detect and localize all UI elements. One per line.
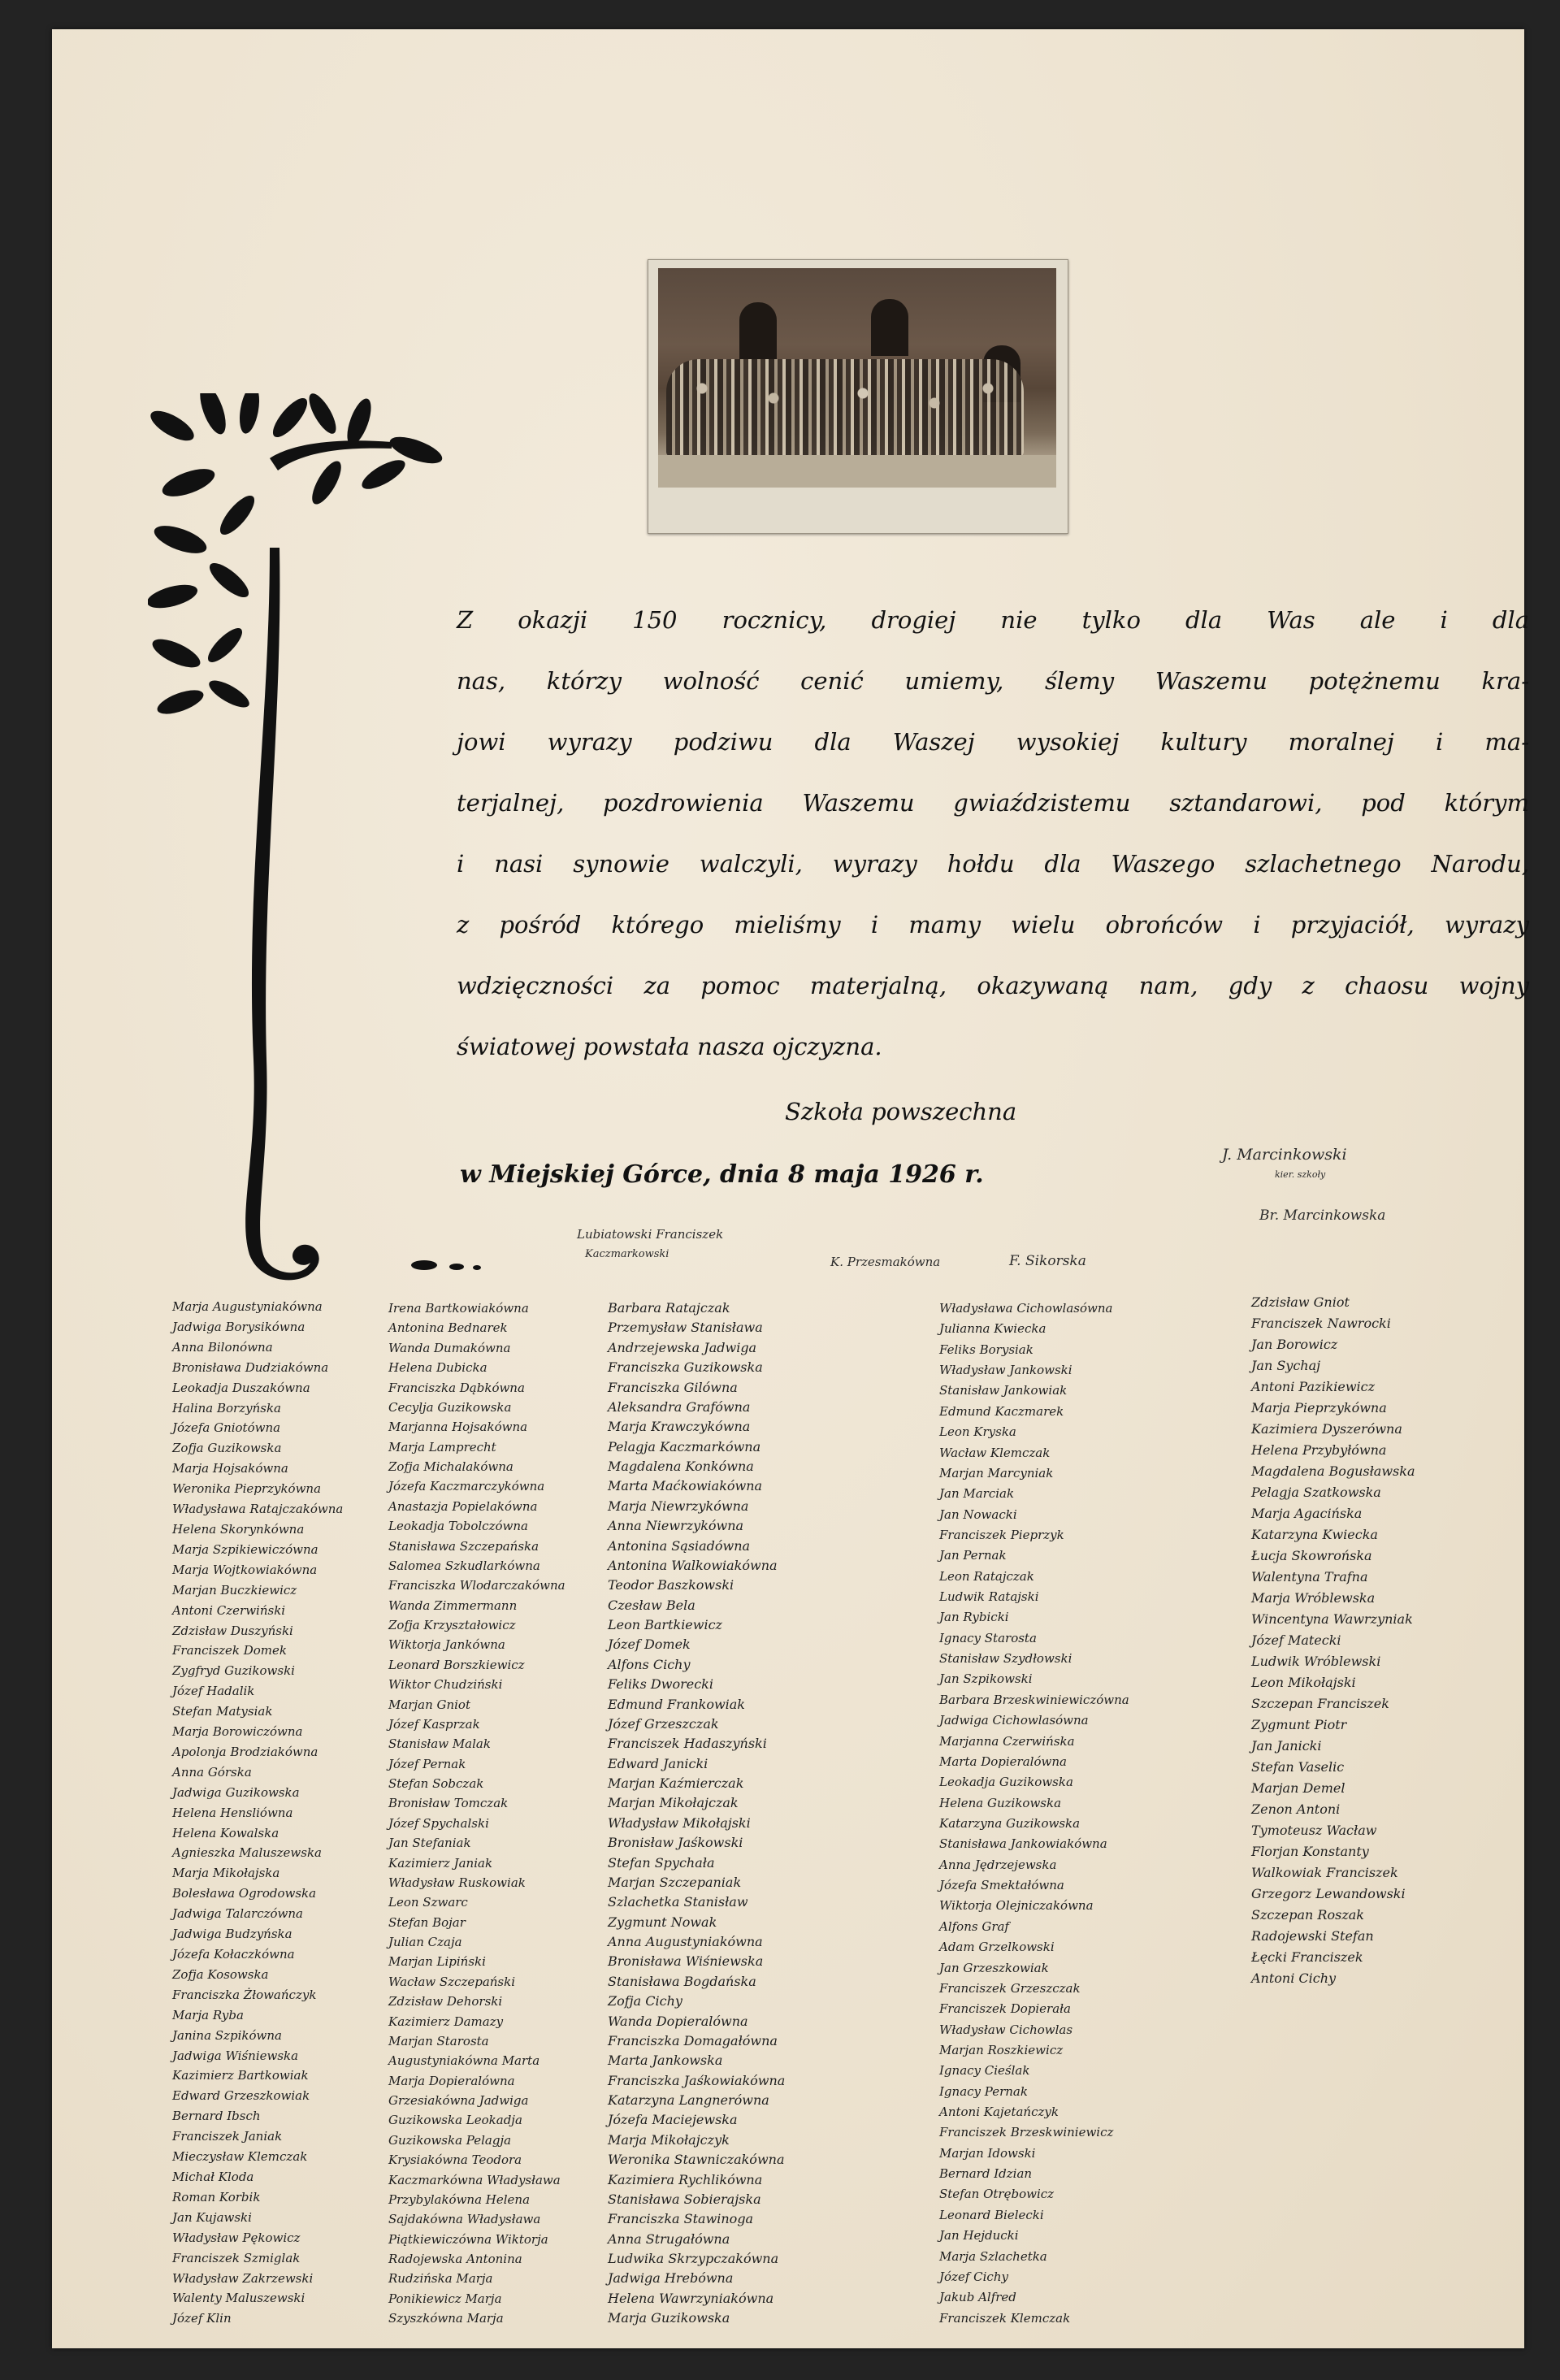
signature-name: Franciszka Wlodarczakówna [388,1578,566,1593]
signature-name: Salomea Szkudlarkówna [388,1558,540,1573]
signature-name: Franciszek Szmiglak [172,2250,301,2265]
signature-name: Józef Cichy [939,2269,1008,2284]
signature-name: Kaczmarkówna Władysława [388,2172,561,2187]
signature-name: Marja Augustyniakówna [172,1299,323,1314]
signature-name: Stefan Sobczak [388,1776,484,1791]
signature-name: Franciszek Brzeskwiniewicz [939,2125,1114,2140]
signature-name: Jan Sychaj [1251,1358,1321,1373]
signature-name: Marjan Marcyniak [939,1465,1054,1480]
signature-name: Marjan Kaźmierczak [608,1775,744,1791]
signature-name: Wanda Dopieralówna [608,2013,748,2029]
signature-name: Wacław Szczepański [388,1974,516,1989]
signature-name: Helena Guzikowska [939,1795,1062,1810]
signature-name: Jan Nowacki [939,1506,1017,1522]
signature-name: Marjan Idowski [939,2145,1036,2161]
school-name: Szkoła powszechna [785,1098,1017,1125]
signature-name: Aleksandra Grafówna [608,1398,751,1415]
photo-ground [658,455,1056,488]
group-photograph [648,259,1068,534]
signature-name: Kazimiera Rychlikówna [608,2171,763,2187]
signature-name: Józef Domek [608,1637,691,1653]
signature-name: Anna Górska [172,1764,252,1780]
signature-name: Józef Klin [172,2311,232,2326]
signature-name: Marja Borowiczówna [172,1724,303,1740]
signature-name: Wiktorja Olejniczakówna [939,1898,1094,1914]
signature-name: Stanisława Sobierajska [608,2191,761,2207]
letter-line: wdzięczności za pomoc materjalną, okazywaną nam, gdy z chaosu wojny [457,972,1529,999]
signature-name: Marjan Szczepaniak [608,1874,742,1890]
signature-name: Guzikowska Leokadja [388,2113,522,2128]
signature-name: Jan Szpikowski [939,1671,1033,1687]
signature-name: Stanisław Jankowiak [939,1383,1068,1398]
signature: Br. Marcinkowska [1259,1207,1386,1224]
signature-name: Jan Rybicki [939,1610,1009,1625]
signature-name: Irena Bartkowiakówna [388,1301,529,1316]
signature-name: Antoni Cichy [1251,1970,1337,1986]
signature-name: Katarzyna Guzikowska [939,1815,1081,1831]
signature-column [608,1298,785,2329]
signature: K. Przesmakówna [830,1255,941,1269]
signature-name: Leon Kryska [939,1424,1016,1440]
signature-name: Wincentyna Wawrzyniak [1251,1611,1413,1627]
signature-name: Józef Grzeszczak [608,1715,719,1732]
signature-name: Anna Bilonówna [172,1339,273,1355]
signature-name: Antoni Czerwiński [172,1602,286,1618]
signature-name: Marta Jankowska [608,2053,723,2069]
signature-name: Marja Agacińska [1251,1506,1363,1521]
letter-line: i nasi synowie walczyli, wyrazy hołdu dla Waszego szlachetnego Narodu, [457,850,1529,878]
signature-name: Feliks Borysiak [939,1342,1034,1357]
signature-name: Magdalena Bogusławska [1251,1463,1415,1479]
signature-name: Jadwiga Borysikówna [172,1319,306,1334]
signature-name: Zenon Antoni [1251,1801,1341,1817]
signature-name: Józefa Kaczmarczykówna [388,1479,545,1494]
signature-name: Anna Niewrzykówna [608,1518,744,1534]
signature-name: Bronisława Dudziakówna [172,1359,329,1375]
signature-name: Antoni Kajetańczyk [939,2105,1059,2120]
signature-name: Jadwiga Budzyńska [172,1927,292,1942]
signature-name: Marta Maćkowiakówna [608,1478,763,1494]
signature-name: Kazimierz Bartkowiak [172,2068,309,2083]
signature-name: Stefan Spychała [608,1854,715,1871]
signature-name: Franciszka Dąbkówna [388,1380,525,1395]
signature-name: Helena Hensliówna [172,1805,293,1820]
signature-name: Barbara Ratajczak [608,1300,730,1316]
signature-name: Władysław Zakrzewski [172,2270,314,2286]
signature-name: Julianna Kwiecka [939,1321,1046,1337]
signature-name: Radojewski Stefan [1251,1928,1374,1944]
signature-name: Weronika Pieprzykówna [172,1481,322,1497]
signature-name: Marja Dopieralówna [388,2073,515,2088]
signature-name: Franciszka Żłowańczyk [172,1987,317,2002]
signature-name: Marjan Roszkiewicz [939,2042,1064,2057]
signature-name: Jan Kujawski [172,2209,252,2225]
photo-crowd [666,359,1024,457]
signature-name: Leonard Bielecki [939,2207,1044,2222]
signature-name: Przemysław Stanisława [608,1320,763,1336]
signature-name: Radojewska Antonina [388,2252,522,2266]
signature-name: Bronisława Wiśniewska [608,1953,764,1970]
signature-name: Franciszek Klemczak [939,2310,1071,2326]
signature-name: Franciszek Dopierała [939,2001,1071,2017]
signature-name: Adam Grzelkowski [939,1940,1055,1955]
signature-name: Józef Hadalik [172,1684,255,1699]
signature-column [172,1297,343,2329]
letter-line: jowi wyrazy podziwu dla Waszej wysokiej kultury moralnej i ma- [457,728,1529,756]
signature-name: Wiktorja Jankówna [388,1637,505,1653]
signature-name: Rudzińska Marja [388,2271,493,2287]
signature-name: Edward Grzeszkowiak [172,2088,310,2104]
signature-name: Antoni Pazikiewicz [1251,1379,1376,1394]
signature-name: Andrzejewska Jadwiga [608,1339,757,1355]
signature-name: Leon Mikołajski [1251,1675,1356,1690]
signature-name: Wacław Klemczak [939,1445,1051,1460]
signature-name: Franciszka Stawinoga [608,2211,754,2227]
signature-name: Zofja Kosowska [172,1966,269,1982]
signature-name: Franciszek Hadaszyński [608,1736,767,1752]
letter-line: światowej powstała nasza ojczyzna. [457,1033,882,1060]
signature: Kaczmarkowski [585,1248,670,1260]
signature-name: Jan Janicki [1251,1738,1322,1754]
signature-name: Władysław Jankowski [939,1363,1072,1378]
letter-line: Z okazji 150 rocznicy, drogiej nie tylko dla Was ale i dla [457,606,1529,634]
signature-name: Ludwik Ratajski [939,1589,1039,1605]
signature-head: J. Marcinkowski [1222,1146,1347,1164]
signature-name: Feliks Dworecki [608,1676,713,1693]
signature-name: Weronika Stawniczakówna [608,2152,785,2168]
signature-name: Agnieszka Maluszewska [172,1845,322,1861]
signature-name: Antonina Sąsiadówna [608,1537,751,1554]
signature-name: Janina Szpikówna [172,2027,282,2043]
signature-name: Teodor Baszkowski [608,1577,734,1593]
signature-name: Jadwiga Hrebówna [608,2270,734,2287]
signature-name: Franciszka Guzikowska [608,1359,763,1376]
school-building-photo [658,268,1056,488]
signature-name: Antonina Bednarek [388,1320,508,1336]
signature-name: Florjan Konstanty [1251,1844,1369,1859]
signature-name: Mieczysław Klemczak [172,2149,308,2165]
signature-column [939,1298,1129,2329]
signature-name: Zdzisław Gniot [1251,1294,1350,1310]
signature-name: Marjanna Czerwińska [939,1733,1075,1749]
signature-name: Piątkiewiczówna Wiktorja [388,2231,548,2247]
signature-name: Zygmunt Piotr [1251,1717,1347,1732]
signature-name: Helena Kowalska [172,1825,280,1840]
letter-body [457,590,1529,1077]
signature-name: Ludwik Wróblewski [1251,1654,1381,1669]
signature-name: Leokadja Guzikowska [939,1775,1073,1790]
signature-name: Jan Marciak [939,1486,1015,1502]
signature-name: Ignacy Starosta [939,1630,1037,1645]
signature-name: Marja Mikołajczyk [608,2131,730,2148]
signature-name: Franciszek Pieprzyk [939,1527,1064,1542]
signature-name: Marja Pieprzykówna [1251,1400,1387,1415]
signature: F. Sikorska [1009,1253,1086,1269]
signature-name: Edmund Kaczmarek [939,1403,1064,1419]
signature-name: Bernard Idzian [939,2166,1033,2182]
signature-name: Wiktor Chudziński [388,1677,503,1693]
signature-name: Józefa Smektałówna [939,1878,1064,1893]
signature-name: Apolonja Brodziakówna [172,1744,318,1759]
signature-name: Marja Hojsakówna [172,1461,288,1476]
signature-name: Bronisław Jaśkowski [608,1835,743,1851]
signature-name: Magdalena Konkówna [608,1459,754,1474]
signature-name: Zofja Guzikowska [172,1441,282,1456]
signature-name: Jadwiga Cichowlasówna [939,1713,1089,1728]
signature-name: Leon Szwarc [388,1895,468,1910]
signature-name: Ludwika Skrzypczakówna [608,2251,779,2266]
signature-name: Jadwiga Wiśniewska [172,2048,299,2063]
signature-name: Tymoteusz Wacław [1251,1823,1377,1838]
signature-name: Władysław Cichowlas [939,2022,1073,2037]
signature-name: Leon Bartkiewicz [608,1617,722,1632]
signature-name: Marja Ryba [172,2007,244,2022]
place-date: w Miejskiej Górce, dnia 8 maja 1926 r. [460,1160,984,1189]
signature-name: Marja Szlachetka [939,2248,1047,2264]
signature-name: Franciszek Grzeszczak [939,1980,1081,1996]
signature-name: Helena Skorynkówna [172,1521,305,1537]
signature-name: Marjan Mikołajczak [608,1795,739,1811]
signature-name: Bronisław Tomczak [388,1796,509,1811]
signature-name: Zofja Cichy [608,1993,682,2009]
signature-name: Bolesława Ogrodowska [172,1886,317,1901]
signature-name: Marja Wróblewska [1251,1590,1376,1606]
signature-name: Kazimierz Janiak [388,1855,493,1871]
signature-name: Szczepan Roszak [1251,1907,1364,1923]
signature-name: Wanda Dumakówna [388,1340,511,1355]
signature-name: Roman Korbik [172,2189,261,2204]
signature-name: Stefan Vaselic [1251,1759,1345,1775]
signature-name: Jan Grzeszkowiak [939,1960,1049,1975]
signature-name: Władysław Ruskowiak [388,1875,526,1890]
signature-name: Józef Matecki [1251,1632,1341,1648]
signature-name: Walenty Maluszewski [172,2291,306,2306]
letter-line: terjalnej, pozdrowienia Waszemu gwiaździstemu sztandarowi, pod którym [457,789,1529,817]
signature-name: Leokadja Tobolczówna [388,1519,528,1534]
signature-name: Kazimierz Damazy [388,2014,504,2029]
signature-name: Marjan Demel [1251,1780,1346,1796]
signature-name: Halina Borzyńska [172,1400,281,1415]
signature-name: Stanisława Szczepańska [388,1538,540,1554]
signature-name: Szlachetka Stanisław [608,1894,748,1910]
signature-name: Wanda Zimmermann [388,1598,518,1613]
signature-name: Katarzyna Langnerówna [608,2092,769,2108]
letter-line: nas, którzy wolność cenić umiemy, ślemy Waszemu potężnemu kra- [457,667,1529,695]
signature-column [1251,1292,1415,1989]
signature-name: Grzegorz Lewandowski [1251,1886,1406,1901]
signature-name: Józef Pernak [388,1756,466,1771]
signature-head-role: kier. szkoły [1275,1169,1326,1180]
signature-name: Stanisław Szydłowski [939,1651,1072,1667]
signature-name: Stanisława Jankowiakówna [939,1836,1107,1852]
signature-name: Guzikowska Pelagja [388,2132,512,2148]
letter-line: z pośród którego mieliśmy i mamy wielu obrońców i przyjaciół, wyrazy [457,911,1529,939]
signature-name: Ignacy Cieślak [939,2063,1030,2079]
signature-name: Marja Guzikowska [608,2310,730,2326]
signature-name: Jan Borowicz [1251,1337,1338,1352]
signature-name: Alfons Graf [939,1918,1009,1934]
signature-name: Marjan Gniot [388,1697,470,1712]
signature-name: Stefan Matysiak [172,1704,273,1719]
signature-name: Leokadja Duszakówna [172,1380,310,1395]
signature-name: Szyszkówna Marja [388,2311,504,2326]
signature-name: Władysława Ratajczakówna [172,1502,344,1517]
signature-name: Bernard Ibsch [172,2109,261,2124]
signature-name: Julian Czaja [388,1935,462,1949]
signature-name: Walentyna Trafna [1251,1569,1368,1584]
signature-name: Zdzisław Dehorski [388,1994,503,2009]
signature-name: Stefan Bojar [388,1914,466,1930]
signature-name: Zofja Michalakówna [388,1459,514,1474]
signature-name: Anastazja Popielakówna [388,1498,538,1514]
signature-name: Antonina Walkowiakówna [608,1557,778,1573]
signature-name: Helena Przybyłówna [1251,1442,1387,1458]
signature-name: Cecylja Guzikowska [388,1399,512,1415]
signature-name: Stanisława Bogdańska [608,1973,756,1989]
signature-name: Marjan Starosta [388,2033,489,2048]
signature-name: Franciszka Domagałówna [608,2032,778,2048]
signature-name: Marja Niewrzykówna [608,1498,749,1514]
signature-name: Łęcki Franciszek [1251,1949,1363,1965]
signature-name: Anna Strugałówna [608,2230,730,2247]
signature-name: Zygfryd Guzikowski [172,1663,295,1679]
signature-name: Zygmunt Nowak [608,1914,717,1930]
document-sheet [52,29,1529,2348]
signature-name: Władysław Pękowicz [172,2230,301,2245]
signature-name: Józefa Maciejewska [608,2112,738,2128]
signature-name: Franciszka Gilówna [608,1379,738,1395]
signature-name: Czesław Bela [608,1597,696,1613]
signature-name: Franciszek Nawrocki [1251,1316,1391,1331]
signature-name: Augustyniakówna Marta [388,2053,540,2069]
signature-name: Sajdakówna Władysława [388,2212,541,2227]
signature-name: Franciszek Domek [172,1643,287,1658]
signature-name: Józefa Kołaczkówna [172,1947,295,1962]
signature-name: Jadwiga Guzikowska [172,1784,300,1800]
signature-column [388,1298,566,2329]
signature-name: Alfons Cichy [608,1656,691,1672]
signature-name: Jan Stefaniak [388,1836,471,1851]
signature-name: Zofja Krzyształowicz [388,1618,516,1632]
signature-name: Helena Wawrzyniakówna [608,2290,774,2306]
signature-name: Józef Kasprzak [388,1716,480,1732]
signature: Lubiatowski Franciszek [577,1227,724,1242]
signature-name: Marja Mikołajska [172,1866,280,1881]
photo-window [871,299,908,356]
signature-name: Edmund Frankowiak [608,1696,745,1712]
signature-name: Jan Pernak [939,1548,1007,1563]
signature-name: Helena Dubicka [388,1360,488,1376]
signature-name: Marja Szpikiewiczówna [172,1541,318,1557]
signature-name: Marjanna Hojsakówna [388,1420,528,1435]
signature-name: Władysława Cichowlasówna [939,1301,1113,1316]
signature-name: Jakub Alfred [939,2290,1016,2305]
signature-name: Józef Spychalski [388,1815,489,1831]
signature-name: Zdzisław Duszyński [172,1623,293,1638]
signature-name: Jan Hejducki [939,2228,1019,2243]
signature-name: Anna Jędrzejewska [939,1857,1057,1872]
signature-name: Leonard Borszkiewicz [388,1657,525,1672]
signature-name: Franciszka Jaśkowiakówna [608,2072,786,2088]
signature-name: Anna Augustyniakówna [608,1934,763,1949]
signature-name: Michał Kloda [172,2169,254,2184]
signature-name: Władysław Mikołajski [608,1814,751,1831]
signature-name: Marja Lamprecht [388,1439,496,1454]
signature-name: Marja Krawczykówna [608,1419,751,1435]
signature-name: Walkowiak Franciszek [1251,1865,1398,1880]
signature-name: Stefan Otrębowicz [939,2187,1055,2202]
signature-name: Marja Wojtkowiakówna [172,1562,318,1577]
signature-name: Łucja Skowrońska [1251,1548,1372,1563]
signature-name: Jadwiga Talarczówna [172,1906,303,1922]
signature-name: Franciszek Janiak [172,2129,283,2144]
signature-name: Pelagja Kaczmarkówna [608,1438,761,1454]
signature-name: Grzesiakówna Jadwiga [388,2093,529,2108]
signature-name: Leon Ratajczak [939,1568,1034,1584]
signature-name: Szczepan Franciszek [1251,1696,1389,1711]
signature-name: Pelagja Szatkowska [1251,1485,1381,1500]
signature-name: Kazimiera Dyszerówna [1251,1421,1402,1437]
signature-name: Barbara Brzeskwiniewiczówna [939,1692,1129,1707]
signature-name: Marjan Buczkiewicz [172,1582,297,1598]
signature-name: Ponikiewicz Marja [388,2291,502,2306]
signature-name: Krysiakówna Teodora [388,2152,522,2168]
signature-name: Edward Janicki [608,1755,708,1771]
signature-name: Marta Dopieralówna [939,1754,1067,1769]
signature-name: Marjan Lipiński [388,1954,486,1970]
signature-name: Stanisław Malak [388,1736,491,1752]
signature-name: Katarzyna Kwiecka [1251,1527,1378,1542]
photo-window [739,302,777,359]
signature-name: Ignacy Pernak [939,2083,1028,2099]
signature-name: Przybylakówna Helena [388,2191,531,2207]
signature-name: Józefa Gniotówna [172,1420,281,1436]
